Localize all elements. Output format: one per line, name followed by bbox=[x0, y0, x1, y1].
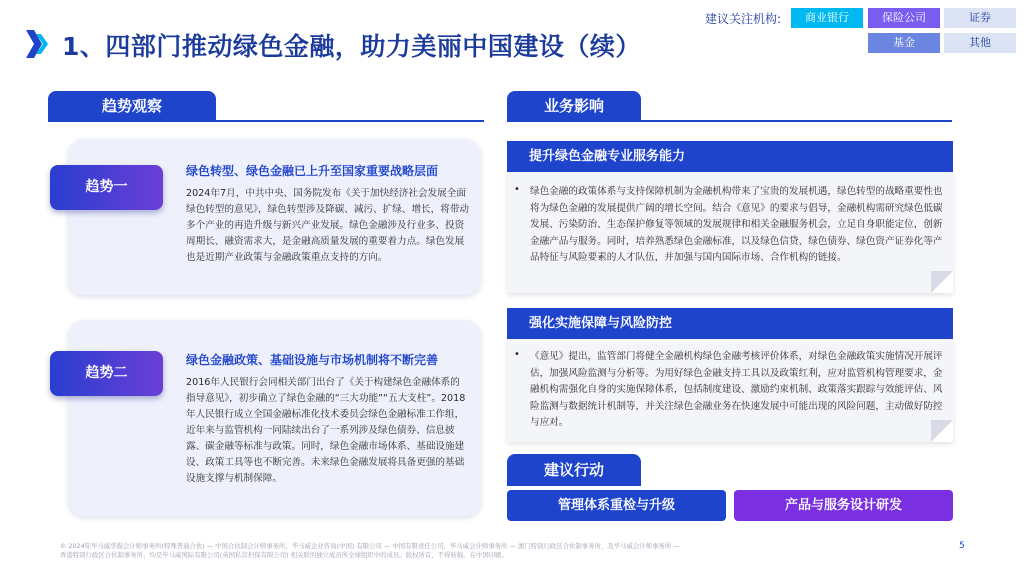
action-button-product[interactable]: 产品与服务设计研发 bbox=[734, 490, 953, 521]
trend-body-1: 2024年7月，中共中央、国务院发布《关于加快经济社会发展全面绿色转型的意见》，绿色转型涉及降碳、减污、扩绿、增长，将带动多个产业的再造升级与新兴产业发展。绿色金融涉及行业多、投资周期长、融资需求大，是金融高质量发展的重要着力点。绿色发展也是近期产业政策与金融政策重点支持的方向。 bbox=[186, 188, 470, 263]
bullet-icon: • bbox=[514, 184, 520, 195]
impact-section-divider bbox=[507, 120, 952, 122]
tag-commercial-bank[interactable]: 商业银行 bbox=[791, 8, 863, 28]
action-section-header: 建议行动 bbox=[507, 454, 641, 486]
action-button-management[interactable]: 管理体系重检与升级 bbox=[507, 490, 726, 521]
page-title: 1、四部门推动绿色金融，助力美丽中国建设（续） bbox=[62, 32, 641, 61]
bullet-icon: • bbox=[514, 349, 520, 360]
trend-title-2: 绿色金融政策、基础设施与市场机制将不断完善 bbox=[186, 353, 439, 367]
trend-section-header: 趋势观察 bbox=[48, 91, 216, 121]
page-number: 5 bbox=[959, 541, 965, 551]
trend-title-1: 绿色转型、绿色金融已上升至国家重要战略层面 bbox=[186, 164, 439, 178]
trend-body-2: 2016年人民银行会同相关部门出台了《关于构建绿色金融体系的指导意见》，初步确立了绿色金融的“三大功能”“五大支柱”。2018年人民银行成立全国金融标准化技术委员会绿色金融标准工作组，近年来与监管机构一同陆续出台了一系列涉及绿色债券、信息披露、碳金融等标准与政策。同时，绿色金融市场体系、基础设施建设、政策工具等也不断完善。未来绿色金融发展将具备更强的基础设施支撑与机制保障。 bbox=[186, 377, 466, 484]
footer-copyright bbox=[60, 542, 880, 560]
tag-securities[interactable]: 证券 bbox=[944, 8, 1016, 28]
impact-title-2: 强化实施保障与风险防控 bbox=[507, 308, 953, 339]
impact-body-2: 《意见》提出，监管部门将健全金融机构绿色金融考核评价体系，对绿色金融政策实施情况开展评估，加强风险监测与分析等。为用好绿色金融支持工具以及政策红利，应对监管机构管理要求，金融机构需强化自身的实施保障体系，包括制度建设、激励约束机制、政策落实跟踪与效能评估、风险监测与数据统计机制等，并关注绿色金融业务在快速发展中可能出现的风险问题，主动做好防控与应对。 bbox=[530, 351, 943, 428]
trend-tab-2: 趋势二 bbox=[50, 351, 163, 396]
trend-tab-1: 趋势一 bbox=[50, 165, 163, 210]
trend-section-divider bbox=[48, 120, 484, 122]
footer-line-2: 香港特别行政区合伙制事务所，均是毕马威国际有限公司(英国私营担保有限公司) 相关联的独立成员所全球组织中的成员。版权所有，不得转载。在中国印刷。 bbox=[60, 551, 508, 559]
chevron-logo-icon bbox=[26, 30, 50, 58]
footer-line-1: © 2024年毕马威华振会计师事务所(特殊普通合伙) — 中国合伙制会计师事务所，毕马威企业咨询(中国) 有限公司 — 中国有限责任公司，毕马威会计师事务所 — 澳门特别行政区合伙制事务所，及毕马威会计师事务所 — bbox=[60, 542, 680, 550]
impact-body-1: 绿色金融的政策体系与支持保障机制为金融机构带来了宝贵的发展机遇，绿色转型的战略重要性也将为绿色金融的发展提供广阔的增长空间。结合《意见》的要求与倡导，金融机构需研究绿色低碳发展、污染防治、生态保护修复等领域的发展规律和相关金融服务机会，立足自身职能定位，创新金融产品与服务。同时，培养熟悉绿色金融标准，以及绿色信贷、绿色债券、绿色资产证券化等产品特征与风险要素的人才队伍，并加强与国内国际市场、合作机构的链接。 bbox=[530, 186, 943, 263]
impact-title-1: 提升绿色金融专业服务能力 bbox=[507, 141, 953, 172]
tag-insurance[interactable]: 保险公司 bbox=[868, 8, 940, 28]
page-fold-icon bbox=[931, 271, 953, 293]
recommend-label: 建议关注机构: bbox=[705, 12, 782, 26]
impact-section-header: 业务影响 bbox=[507, 91, 641, 121]
tag-other[interactable]: 其他 bbox=[944, 33, 1016, 53]
tag-fund[interactable]: 基金 bbox=[868, 33, 940, 53]
